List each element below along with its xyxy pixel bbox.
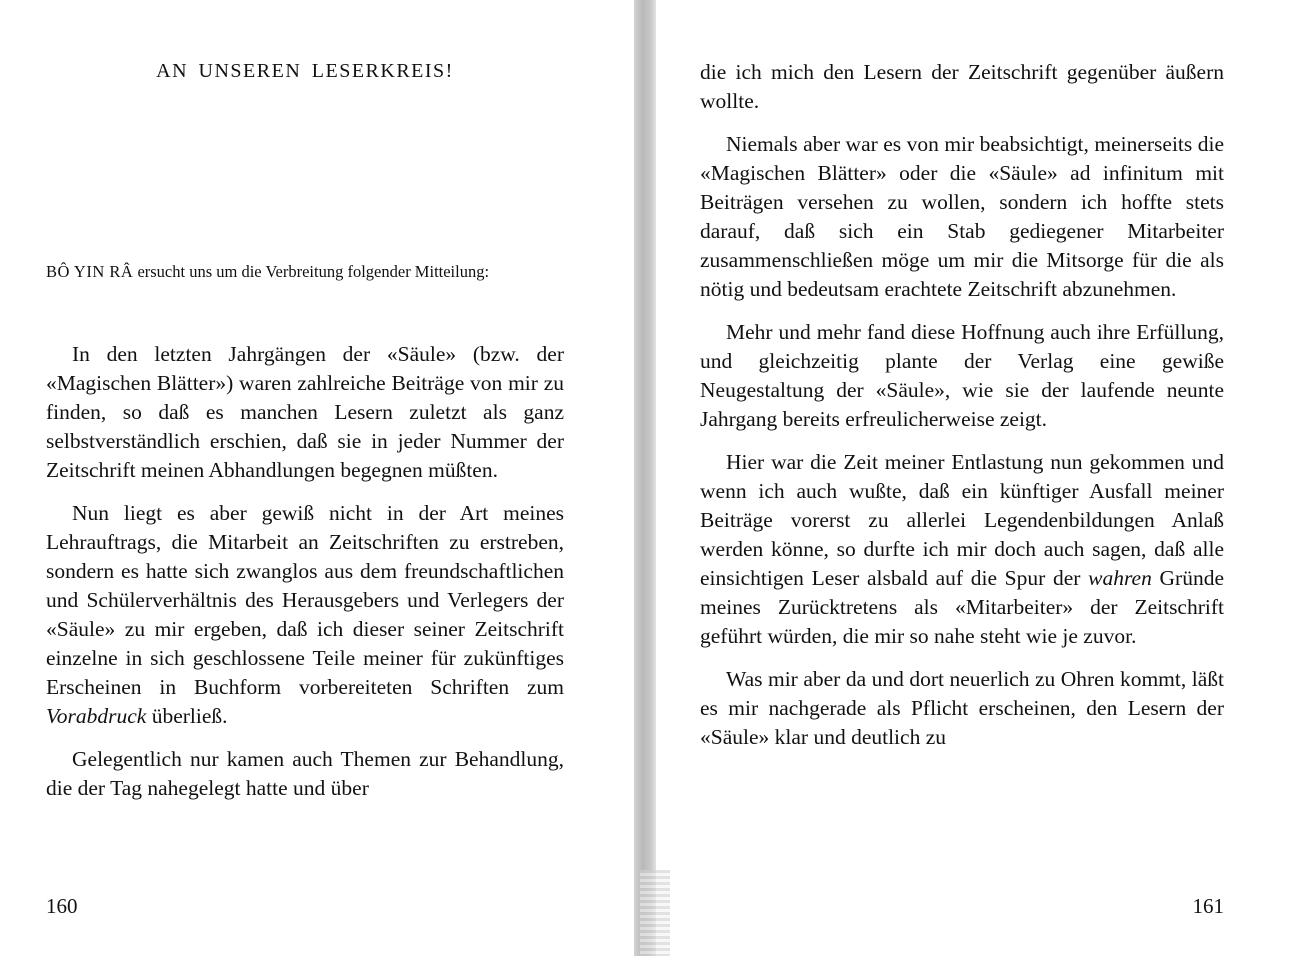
- paragraph-tail: Gründe meines Zurücktretens als «Mitarbeiter» der Zeitschrift geführt würden, die mir so nahe steht wie je zuvor.: [700, 566, 1224, 648]
- right-page: [700, 0, 1224, 956]
- notice-line: [46, 260, 564, 283]
- italic-word: Vorabdruck: [46, 704, 147, 728]
- right-body-text: [700, 58, 1224, 766]
- page-number: 161: [1192, 894, 1224, 918]
- left-body-text: [46, 340, 564, 817]
- left-page: [46, 0, 564, 956]
- paragraph: Niemals aber war es von mir beabsichtigt, meinerseits die «Magischen Blätter» oder die «Säule» ad infinitum mit Beiträgen versehen zu wollen, sondern ich hoffte stets darauf, daß sich ein Stab gediegener Mitarbeiter zusammenschließen möge um mir die Mitsorge für die als nötig und bedeutsam erachtete Zeitschrift abzunehmen.: [700, 132, 1224, 301]
- paragraph-text: Nun liegt es aber gewiß nicht in der Art meines Lehrauftrags, die Mitarbeit an Zeitschriften zu erstreben, sondern es hatte sich zwanglos aus dem freundschaftlichen und Schülerverhältnis des Herausgebers und Verlegers der «Säule» zu mir ergeben, daß ich dieser seiner Zeitschrift einzelne in sich geschlossene Teile meiner für zukünftiges Erscheinen in Buchform vorbereiteten Schriften zum: [46, 501, 564, 699]
- paragraph: In den letzten Jahrgängen der «Säule» (bzw. der «Magischen Blätter») waren zahlreiche Beiträge von mir zu finden, so daß es manchen Lesern zuletzt als ganz selbstverständlich erschien, daß sie in jeder Nummer der Zeitschrift meinen Abhandlungen begegnen müßten.: [46, 342, 564, 482]
- paragraph-tail: überließ.: [146, 704, 228, 728]
- paragraph: Gelegentlich nur kamen auch Themen zur Behandlung, die der Tag nahegelegt hatte und über: [46, 747, 564, 800]
- notice-text: ersucht uns um die Verbreitung folgender Mitteilung:: [137, 262, 490, 281]
- notice-author: BÔ YIN RÂ: [46, 262, 134, 281]
- page-heading: AN UNSEREN LESERKREIS!: [156, 60, 454, 82]
- book-gutter: [634, 0, 656, 956]
- italic-word: wahren: [1088, 566, 1152, 590]
- paragraph-text: Hier war die Zeit meiner Entlastung nun gekommen und wenn ich auch wußte, daß ein künftiger Ausfall meiner Beiträge vorerst zu allerlei Legendenbildungen Anlaß werden könne, so durfte ich mir doch auch sagen, daß alle einsichtigen Leser alsbald auf die Spur der: [700, 450, 1224, 590]
- page-number: 160: [46, 894, 78, 918]
- paragraph: Was mir aber da und dort neuerlich zu Ohren kommt, läßt es mir nachgerade als Pflicht erscheinen, den Lesern der «Säule» klar und deutlich zu: [700, 667, 1224, 749]
- paragraph: [700, 448, 1224, 651]
- paragraph: die ich mich den Lesern der Zeitschrift gegenüber äußern wollte.: [700, 60, 1224, 113]
- paragraph: [46, 499, 564, 731]
- gutter-shadow: [640, 870, 670, 956]
- paragraph: Mehr und mehr fand diese Hoffnung auch ihre Erfüllung, und gleichzeitig plante der Verlag eine gewiße Neugestaltung der «Säule», wie sie der laufende neunte Jahrgang bereits erfreulicherweise zeigt.: [700, 320, 1224, 431]
